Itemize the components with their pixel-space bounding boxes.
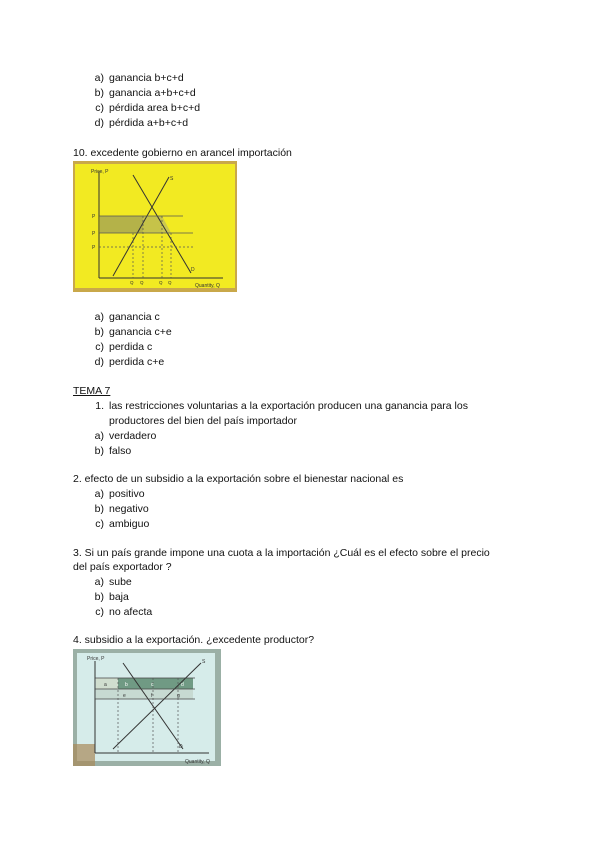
option-letter: a) (94, 576, 104, 588)
q10-tariff-figure (73, 161, 237, 292)
option-text: ganancia c+e (109, 326, 172, 338)
option-text: pérdida area b+c+d (109, 102, 201, 114)
option-text: pérdida a+b+c+d (109, 117, 189, 129)
price-label: P (92, 231, 96, 237)
option-letter: b) (94, 445, 104, 457)
option-text: ambiguo (109, 518, 150, 530)
option-text: perdida c+e (109, 356, 165, 368)
question-text-line2: productores del bien del país importador (109, 415, 297, 427)
option-letter: a) (94, 72, 104, 84)
option-text: positivo (109, 488, 145, 500)
area-label: f (151, 693, 153, 699)
y-axis-label: Price, P (87, 656, 105, 662)
subsidy-diagram (73, 649, 221, 766)
quantity-label: Q (159, 280, 163, 285)
option-letter: a) (94, 488, 104, 500)
area-label: e (123, 693, 126, 699)
option-letter: c) (95, 606, 104, 618)
price-label: P (92, 214, 96, 220)
option-text: ganancia b+c+d (109, 72, 184, 84)
option-letter: b) (94, 503, 104, 515)
option-letter: d) (94, 117, 104, 129)
q3-question-line2: del país exportador ? (73, 561, 172, 573)
option-letter: b) (94, 326, 104, 338)
supply-label: S (170, 176, 174, 182)
demand-label: D (191, 267, 195, 273)
supply-label: S (202, 659, 206, 665)
price-label: P (92, 245, 96, 251)
option-text: ganancia c (109, 311, 160, 323)
option-text: verdadero (109, 430, 157, 442)
option-letter: a) (94, 311, 104, 323)
area-label: b (125, 682, 128, 688)
area-label: a (104, 682, 107, 688)
x-axis-label: Quantity, Q (195, 283, 220, 289)
y-axis-label: Price, P (91, 169, 109, 175)
option-text: negativo (109, 503, 149, 515)
q2-question: 2. efecto de un subsidio a la exportación sobre el bienestar nacional es (73, 473, 404, 485)
option-letter: c) (95, 341, 104, 353)
tariff-diagram (73, 161, 237, 292)
option-letter: c) (95, 518, 104, 530)
option-text: ganancia a+b+c+d (109, 87, 196, 99)
option-text: baja (109, 591, 129, 603)
section-heading: TEMA 7 (73, 385, 111, 397)
option-text: no afecta (109, 606, 153, 618)
q3-question-line1: 3. Si un país grande impone una cuota a la importación ¿Cuál es el efecto sobre el precio (73, 547, 490, 559)
option-letter: b) (94, 87, 104, 99)
quantity-label: Q (130, 280, 134, 285)
area-label: g (177, 693, 180, 699)
option-letter: a) (94, 430, 104, 442)
area-label: d (181, 682, 184, 688)
option-letter: d) (94, 356, 104, 368)
option-text: falso (109, 445, 132, 457)
area-a (96, 678, 118, 689)
q10-question: 10. excedente gobierno en arancel importación (73, 147, 292, 159)
photo-corner (73, 744, 95, 766)
q4-subsidy-figure (73, 649, 221, 766)
question-number: 1. (95, 400, 104, 412)
option-letter: b) (94, 591, 104, 603)
x-axis-label: Quantity, Q (185, 759, 210, 765)
area-label: c (151, 682, 154, 688)
area-a (100, 216, 143, 233)
question-text-line1: las restricciones voluntarias a la exportación producen una ganancia para los (109, 400, 468, 412)
q4-question: 4. subsidio a la exportación. ¿excedente productor? (73, 634, 315, 646)
option-text: perdida c (109, 341, 153, 353)
demand-label: D (179, 744, 183, 750)
quantity-label: Q (168, 280, 172, 285)
quantity-label: Q (140, 280, 144, 285)
option-letter: c) (95, 102, 104, 114)
option-text: sube (109, 576, 132, 588)
